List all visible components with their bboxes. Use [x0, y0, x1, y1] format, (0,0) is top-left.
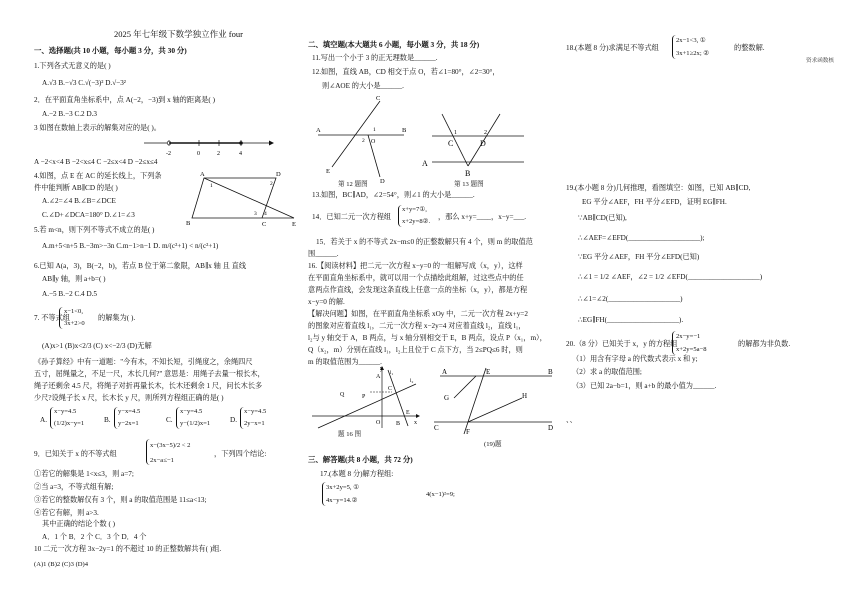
svg-text:E: E — [486, 368, 491, 376]
q8-option-c-label: C. — [166, 416, 173, 424]
nl-tick-4: 4 — [239, 151, 242, 157]
q19-step-2: ∴∠AEF=∠EFD(____________________); — [578, 234, 705, 242]
q17-stem: 17.(本题 8 分)解方程组: — [320, 470, 394, 478]
fig19-figure — [430, 368, 554, 438]
q7-options: (A)x>1 (B)x<2/3 (C) x<−2/3 (D)无解 — [42, 342, 152, 350]
q16-line-8: Q（x₂，m）分别在直线 l₁，l₂上且位于 C 点下方，当 2≤PQ≤6 时，则 — [308, 346, 523, 354]
page-title: 2025 年七年级下数学独立作业 four — [114, 29, 243, 39]
q19-stem-1: 19.(本小题 8 分)几何推理，看图填空：如图，已知 AB∥CD, — [566, 184, 751, 192]
q18-eq1: 2x−1<3, ① — [676, 37, 706, 44]
q9-stem: 9．已知关于 x 的不等式组 — [34, 450, 117, 458]
q16-line-5: 【解决问题】如图，在平面直角坐标系 xOy 中，二元一次方程 2x+y=2 — [308, 310, 528, 318]
q8-option-d-eq2: 2y−x=1 — [244, 420, 265, 427]
svg-text:D: D — [276, 171, 281, 178]
fig16-caption: 题 16 图 — [338, 431, 362, 438]
svg-text:y: y — [380, 366, 383, 372]
q5-stem: 5.若 m<n，则下列不等式不成立的是( ) — [34, 226, 155, 234]
middle-column — [308, 0, 560, 608]
q20-stem-tail: 的解都为非负数. — [738, 340, 791, 348]
q10-options: (A)1 (B)2 (C)3 (D)4 — [34, 561, 89, 568]
q2-stem: 2．在平面直角坐标系中，点 A(−2，−3)到 x 轴的距离是( ) — [34, 96, 215, 104]
q4-stem-1: 4.如图，点 E 在 AC 的延长线上，下列条 — [34, 172, 162, 180]
q15-stem-2: 围______. — [308, 250, 339, 258]
q20-eq1: 2x−y=−1 — [676, 333, 701, 340]
q8-option-b-eq1: y−x=4.5 — [118, 408, 141, 415]
svg-text:O: O — [376, 420, 381, 426]
q19-stem-2: EG 平分∠AEF，FH 平分∠EFD，证明 EG∥FH. — [582, 198, 727, 206]
svg-text:x: x — [414, 420, 417, 426]
q16-line-3: 意两点作直线，会发现这条直线上任意一点的坐标（x，y），都是方程 — [308, 286, 528, 294]
nl-tick-1: -2 — [166, 151, 171, 157]
svg-text:2: 2 — [484, 130, 487, 136]
q14-stem-tail: ，那么 x+y=____，x−y=___. — [438, 213, 527, 221]
q20-part-3: （3）已知 2a−b=1，则 a+b 的最小值为______. — [572, 382, 717, 390]
q8-option-d-label: D. — [230, 416, 237, 424]
q9-eq2: 2x−a≤−1 — [150, 457, 174, 464]
q16-line-7: l₂与 y 轴交于 A，B 两点，与 x 轴分别相交于 E，B 两点，设点 P（x₁，m）， — [308, 334, 547, 342]
side-note: 资求函数核 — [806, 58, 834, 64]
q9-item-3: ③若它的整数解仅有 3 个，则 a 的取值范围是 11≤a<13; — [34, 496, 207, 504]
q9-item-4: ④若它有解，则 a>3. — [34, 509, 99, 517]
svg-text:l₁: l₁ — [390, 370, 394, 376]
q12-stem-1: 12.如图，直线 AB，CD 相交于点 O，若∠1=80°，∠2=30°， — [312, 68, 500, 76]
section-2-heading: 二、填空题(本大题共 6 小题，每小题 3 分，共 18 分) — [308, 40, 480, 49]
q16-line-9: m 的取值范围为______. — [308, 358, 382, 366]
q12-stem-2: 则∠AOE 的大小是______. — [322, 82, 404, 90]
fig16-figure — [312, 368, 418, 430]
q19-step-1: ∵AB∥CD(已知), — [578, 214, 627, 222]
svg-text:C: C — [388, 386, 393, 392]
svg-text:H: H — [522, 392, 528, 400]
q8-option-c-eq1: x−y=4.5 — [180, 408, 203, 415]
q6-stem-2: AB∥y 轴，则 a+b=( ) — [42, 275, 106, 283]
q18-eq2: 3x+1≥2x; ② — [676, 50, 710, 57]
svg-text:Q: Q — [340, 392, 345, 398]
q8-option-c-eq2: y−(1/2)x=1 — [180, 420, 211, 427]
fig12-caption: 第 12 题图 — [338, 181, 368, 188]
fig13-figure — [422, 108, 528, 178]
q19-step-5: ∴∠1=∠2(____________________) — [578, 295, 683, 303]
q8-stem-4: 少尺?设绳子长 x 尺，长木长 y 尺，则所列方程组正确的是( ) — [34, 394, 224, 402]
q8-stem-1: 《孙子算经》中有一道题："今有木，不知长短，引绳度之，余绳四尺 — [34, 358, 253, 366]
q1-options: A.√3 B.−√3 C.√(−3)² D.√−3² — [42, 79, 126, 87]
svg-text:B: B — [465, 169, 471, 178]
q8-stem-3: 绳子还剩余 4.5 尺，将绳子对折再量长木，长木还剩余 1 尺，问长木长多 — [34, 382, 263, 390]
q19-step-4: ∴∠1 = 1/2 ∠AEF，∠2 = 1/2 ∠EFD(____________________) — [578, 273, 763, 281]
q9-item-1: ①若它的解集是 1<x≤3，则 a=7; — [34, 470, 134, 478]
nl-tick-2: 0 — [197, 151, 200, 157]
q4-figure — [186, 170, 298, 228]
q19-step-3: ∵EG 平分∠AEF，FH 平分∠EFD(已知) — [578, 253, 700, 261]
q4-options-ab: A.∠2=∠4 B.∠B=∠DCE — [42, 197, 116, 205]
svg-text:C: C — [448, 139, 454, 148]
svg-text:A: A — [316, 127, 321, 134]
svg-text:D: D — [380, 178, 385, 185]
q9-options: A．1 个 B．2 个 C．3 个 D．4 个 — [42, 533, 147, 541]
q7-stem: 7. 不等式组 — [34, 314, 70, 322]
svg-text:3: 3 — [254, 211, 257, 217]
q7-eq1: x−1<0, — [64, 308, 83, 315]
q17-eq2: 4x−y=14.② — [326, 497, 358, 504]
q20-part-1: （1）用含有字母 a 的代数式表示 x 和 y; — [572, 355, 698, 363]
svg-text:B: B — [396, 421, 401, 427]
svg-text:F: F — [466, 428, 470, 436]
svg-text:1: 1 — [373, 127, 376, 133]
q9-question: 其中正确的结论个数 ( ) — [42, 520, 116, 528]
q17-extra: 4(x−1)²=9; — [426, 491, 455, 498]
svg-text:4: 4 — [264, 211, 267, 217]
svg-text:C: C — [262, 221, 267, 228]
q8-option-a-eq1: x−y=4.5 — [54, 408, 77, 415]
q2-options: A.−2 B.−3 C.2 D.3 — [42, 110, 98, 118]
q16-line-2: 在平面直角坐标系中，就可以用一个点描绘此组解，过这些点中的任 — [308, 274, 524, 282]
section-1-heading: 一、选择题(共 10 小题，每小题 3 分，共 30 分) — [34, 46, 187, 55]
q6-stem-1: 6.已知 A(a，3)，B(−2，b)，若点 B 位于第二象限，AB∥x 轴 且 直线 — [34, 262, 247, 270]
svg-text:l₂: l₂ — [410, 378, 414, 384]
svg-text:B: B — [186, 220, 191, 227]
q6-options: A.−5 B.−2 C.4 D.5 — [42, 290, 98, 298]
svg-text:1: 1 — [210, 183, 213, 189]
svg-text:A: A — [442, 368, 448, 376]
q5-options: A.m+5<n+5 B.−3m>−3n C.m−1>n−1 D. m/(c²+1) < n/(c²+1) — [42, 242, 219, 250]
q16-line-1: 16.【阅读材料】把二元一次方程 x−y=0 的一组解写成（x，y），这样 — [308, 262, 523, 270]
q4-stem-2: 件中能判断 AB∥CD 的是( ) — [34, 184, 118, 192]
svg-text:C: C — [434, 424, 439, 432]
q9-item-2: ②当 a=3，不等式组有解; — [34, 483, 114, 491]
q14-eq2: x+2y=8②. — [402, 218, 431, 225]
q8-option-a-label: A. — [40, 416, 47, 424]
q4-options-cd: C.∠D+∠DCA=180° D.∠1=∠3 — [42, 211, 135, 219]
svg-text:2: 2 — [270, 181, 273, 187]
svg-text:E: E — [406, 410, 410, 416]
svg-text:B: B — [402, 127, 407, 134]
svg-text:B: B — [548, 368, 553, 376]
q3-options: A −2<x<4 B −2<x≤4 C −2≤x<4 D −2≤x≤4 — [34, 158, 158, 166]
q8-option-b-eq2: y−2x=1 — [118, 420, 139, 427]
q3-stem: 3 如图在数轴上表示的解集对应的是( )。 — [34, 124, 161, 132]
q11-stem: 11.写出一个小于 3 的正无理数是______. — [312, 54, 438, 62]
svg-text:D: D — [548, 424, 554, 432]
svg-text:A: A — [376, 374, 381, 380]
svg-text:A: A — [200, 171, 205, 178]
q8-option-a-eq2: (1/2)x−y=1 — [54, 420, 85, 427]
svg-text:E: E — [326, 168, 330, 175]
fig13-caption: 第 13 题图 — [454, 181, 484, 188]
left-column — [34, 0, 296, 608]
q10-stem: 10 二元一次方程 3x−2y=1 的不超过 10 的正整数解共有( )组. — [34, 545, 222, 553]
q20-stem: 20.（8 分）已知关于 x，y 的方程组 — [566, 340, 678, 348]
q16-line-6: 的图象对应着直线 l₁，二元一次方程 x−2y=4 对应着直线 l₂，直线 l₁， — [308, 322, 526, 330]
q14-stem: 14．已知二元一次方程组 — [312, 213, 392, 221]
trailing-marks: 、、 — [566, 416, 577, 424]
q20-part-2: （2）求 a 的取值范围; — [572, 368, 642, 376]
q15-stem-1: 15．若关于 x 的不等式 2x−m≤0 的正整数解只有 4 个，则 m 的取值范 — [316, 238, 533, 246]
q9-eq1: x−(3x−5)/2 < 2 — [150, 442, 191, 449]
q16-line-4: x−y=0 的解. — [308, 298, 345, 306]
q18-stem: 18.(本题 8 分)求满足不等式组 — [566, 44, 659, 52]
q13-stem: 13.如图，BC∥AD，∠2=54°，则∠1 的大小是______. — [312, 191, 475, 199]
svg-text:P: P — [362, 394, 366, 400]
svg-text:E: E — [292, 221, 296, 228]
q19-step-6: ∴EG∥FH(____________________). — [578, 316, 684, 324]
q17-eq1: 3x+2y=5, ① — [326, 484, 360, 491]
q18-stem-tail: 的整数解. — [734, 44, 765, 52]
right-column — [566, 0, 854, 608]
q9-stem-tail: ，下列四个结论: — [214, 450, 267, 458]
q1-stem: 1.下列各式无意义的是( ) — [34, 62, 111, 70]
q8-option-d-eq1: x−y=4.5 — [244, 408, 267, 415]
svg-text:G: G — [444, 394, 450, 402]
svg-text:D: D — [480, 139, 486, 148]
nl-tick-3: 2 — [217, 151, 220, 157]
q20-eq2: x+2y=5a−8 — [676, 346, 707, 353]
fig12-figure — [318, 95, 408, 183]
svg-text:2: 2 — [362, 138, 365, 144]
q7-stem-tail: 的解集为( ). — [98, 314, 136, 322]
q7-eq2: 3x+2>0 — [64, 320, 85, 327]
svg-text:1: 1 — [454, 130, 457, 136]
fig19-caption: (19)题 — [484, 441, 502, 448]
svg-text:C: C — [376, 95, 381, 102]
svg-text:O: O — [371, 139, 376, 145]
number-line-figure — [144, 136, 274, 158]
section-3-heading: 三、解答题(共 8 小题，共 72 分) — [308, 455, 413, 464]
q8-stem-2: 五寸，屈绳量之，不足一尺，木长几何?" 意思是：用绳子去量一根长木， — [34, 370, 265, 378]
q14-eq1: x+y=7①, — [402, 206, 427, 213]
svg-text:A: A — [422, 159, 428, 168]
q8-option-b-label: B. — [104, 416, 111, 424]
